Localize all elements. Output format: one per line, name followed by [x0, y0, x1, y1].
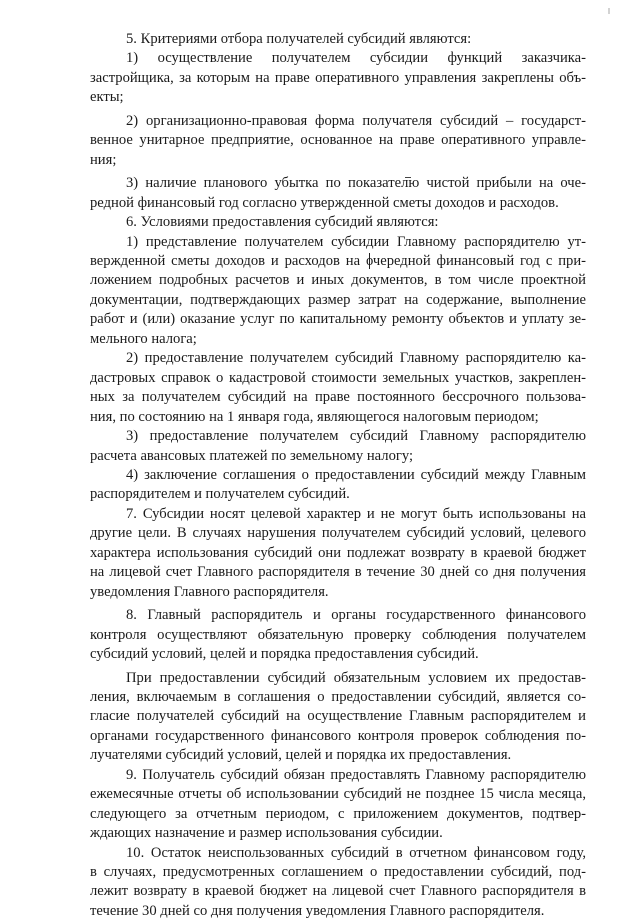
text-line: 4) заключение соглашения о предоставлении субсидий между Главным: [126, 466, 586, 483]
text-line: екты;: [90, 89, 124, 106]
text-line: вержденной сметы доходов и расходов на очередной финансовый год с при-: [90, 252, 586, 269]
text-line: 3) наличие планового убытка по показателю чистой прибыли на оче-: [126, 175, 586, 192]
paragraph: [90, 505, 586, 602]
text-line: дастровых справок о кадастровой стоимости земельных участков, закреплен-: [90, 369, 586, 386]
text-line: другие цели. В случаях нарушения получателем субсидий условий, целевого: [90, 525, 586, 542]
text-line: ления, включаемым в соглашения о предоставлении субсидий, является со-: [90, 688, 586, 705]
text-line: ния;: [90, 151, 117, 168]
text-line: распорядителем и получателем субсидий.: [90, 486, 350, 503]
text-line: на лицевой счет Главного распорядителя в течение 30 дней со дня получения: [90, 564, 586, 581]
text-line: ежемесячные отчеты об использовании субсидий не позднее 15 числа месяца,: [90, 786, 586, 803]
text-line: уведомления Главного распорядителя.: [90, 583, 329, 600]
text-line: 7. Субсидии носят целевой характер и не могут быть использованы на: [126, 505, 586, 522]
text-line: органами государственного финансового контроля проверок соблюдения по-: [90, 727, 586, 744]
text-line: ложением подробных расчетов и иных документов, в том числе проектной: [90, 272, 586, 289]
scan-smudge: [608, 8, 610, 14]
text-line: венное унитарное предприятие, основанное на праве оперативного управле-: [90, 132, 586, 149]
paragraph: [90, 49, 586, 107]
text-line: субсидий условий, целей и порядка предоставления субсидий.: [90, 646, 479, 663]
text-line: 2) предоставление получателем субсидий Главному распорядителю ка-: [126, 350, 586, 367]
text-line: застройщика, за которым на праве оперативного управления закреплены объ-: [90, 69, 586, 86]
paragraph: [90, 669, 586, 766]
paragraph: [90, 213, 586, 232]
text-line: лучателями субсидий условий, целей и порядка их предоставления.: [90, 747, 512, 764]
text-line: 2) организационно-правовая форма получателя субсидий – государст-: [126, 112, 586, 129]
text-line: При предоставлении субсидий обязательным условием их предостав-: [126, 669, 586, 686]
text-line: лежит возврату в краевой бюджет на лицевой счет Главного распорядителя в: [90, 883, 586, 900]
text-line: документации, подтверждающих размер затрат на содержание, выполнение: [90, 291, 586, 308]
document-text: [90, 30, 586, 921]
paragraph: [90, 427, 586, 466]
text-line: 8. Главный распорядитель и органы государственного финансового: [126, 607, 586, 624]
text-line: редной финансовый год согласно утвержденной сметы доходов и расходов.: [90, 194, 559, 211]
text-line: работ и (или) оказание услуг по капитальному ремонту объектов и уплату зе-: [90, 311, 586, 328]
text-line: расчета авансовых платежей по земельному налогу;: [90, 447, 414, 464]
paragraph: [90, 466, 586, 505]
text-line: в случаях, предусмотренных соглашением о предоставлении субсидий, под-: [90, 864, 586, 881]
text-line: 10. Остаток неиспользованных субсидий в отчетном финансовом году,: [126, 844, 586, 861]
paragraph: [90, 606, 586, 664]
paragraph: [90, 30, 586, 49]
text-line: 5. Критериями отбора получателей субсидий являются:: [126, 31, 472, 47]
paragraph: [90, 233, 586, 350]
text-line: характера использования субсидий они подлежат возврату в краевой бюджет: [90, 544, 586, 561]
text-line: 3) предоставление получателем субсидий Главному распорядителю: [126, 428, 586, 445]
paragraph: [90, 112, 586, 170]
text-line: мельного налога;: [90, 330, 197, 347]
text-line: 1) представление получателем субсидии Главному распорядителю ут-: [126, 233, 586, 250]
text-line: контроля осуществляют обязательную проверку соблюдения получателем: [90, 626, 586, 643]
text-line: 6. Условиями предоставления субсидий являются:: [126, 214, 439, 231]
paragraph: [90, 844, 586, 921]
text-line: 9. Получатель субсидий обязан предоставлять Главному распорядителю: [126, 766, 586, 783]
paragraph: [90, 174, 586, 213]
text-line: ждающих назначение и размер использования субсидии.: [90, 825, 443, 842]
paragraph: [90, 349, 586, 427]
text-line: ных за получателем субсидий на праве постоянного бессрочного пользова-: [90, 389, 586, 406]
text-line: ния, по состоянию на 1 января года, являющегося налоговым периодом;: [90, 408, 539, 425]
text-line: следующего за отчетным периодом, с приложением документов, подтвер-: [90, 805, 586, 822]
text-line: гласие получателей субсидий на осуществление Главным распорядителем и: [90, 708, 586, 725]
text-line: течение 30 дней со дня получения уведомления Главного распорядителя.: [90, 902, 545, 919]
paragraph: [90, 766, 586, 844]
text-line: 1) осуществление получателем субсидии функций заказчика-: [126, 50, 586, 67]
